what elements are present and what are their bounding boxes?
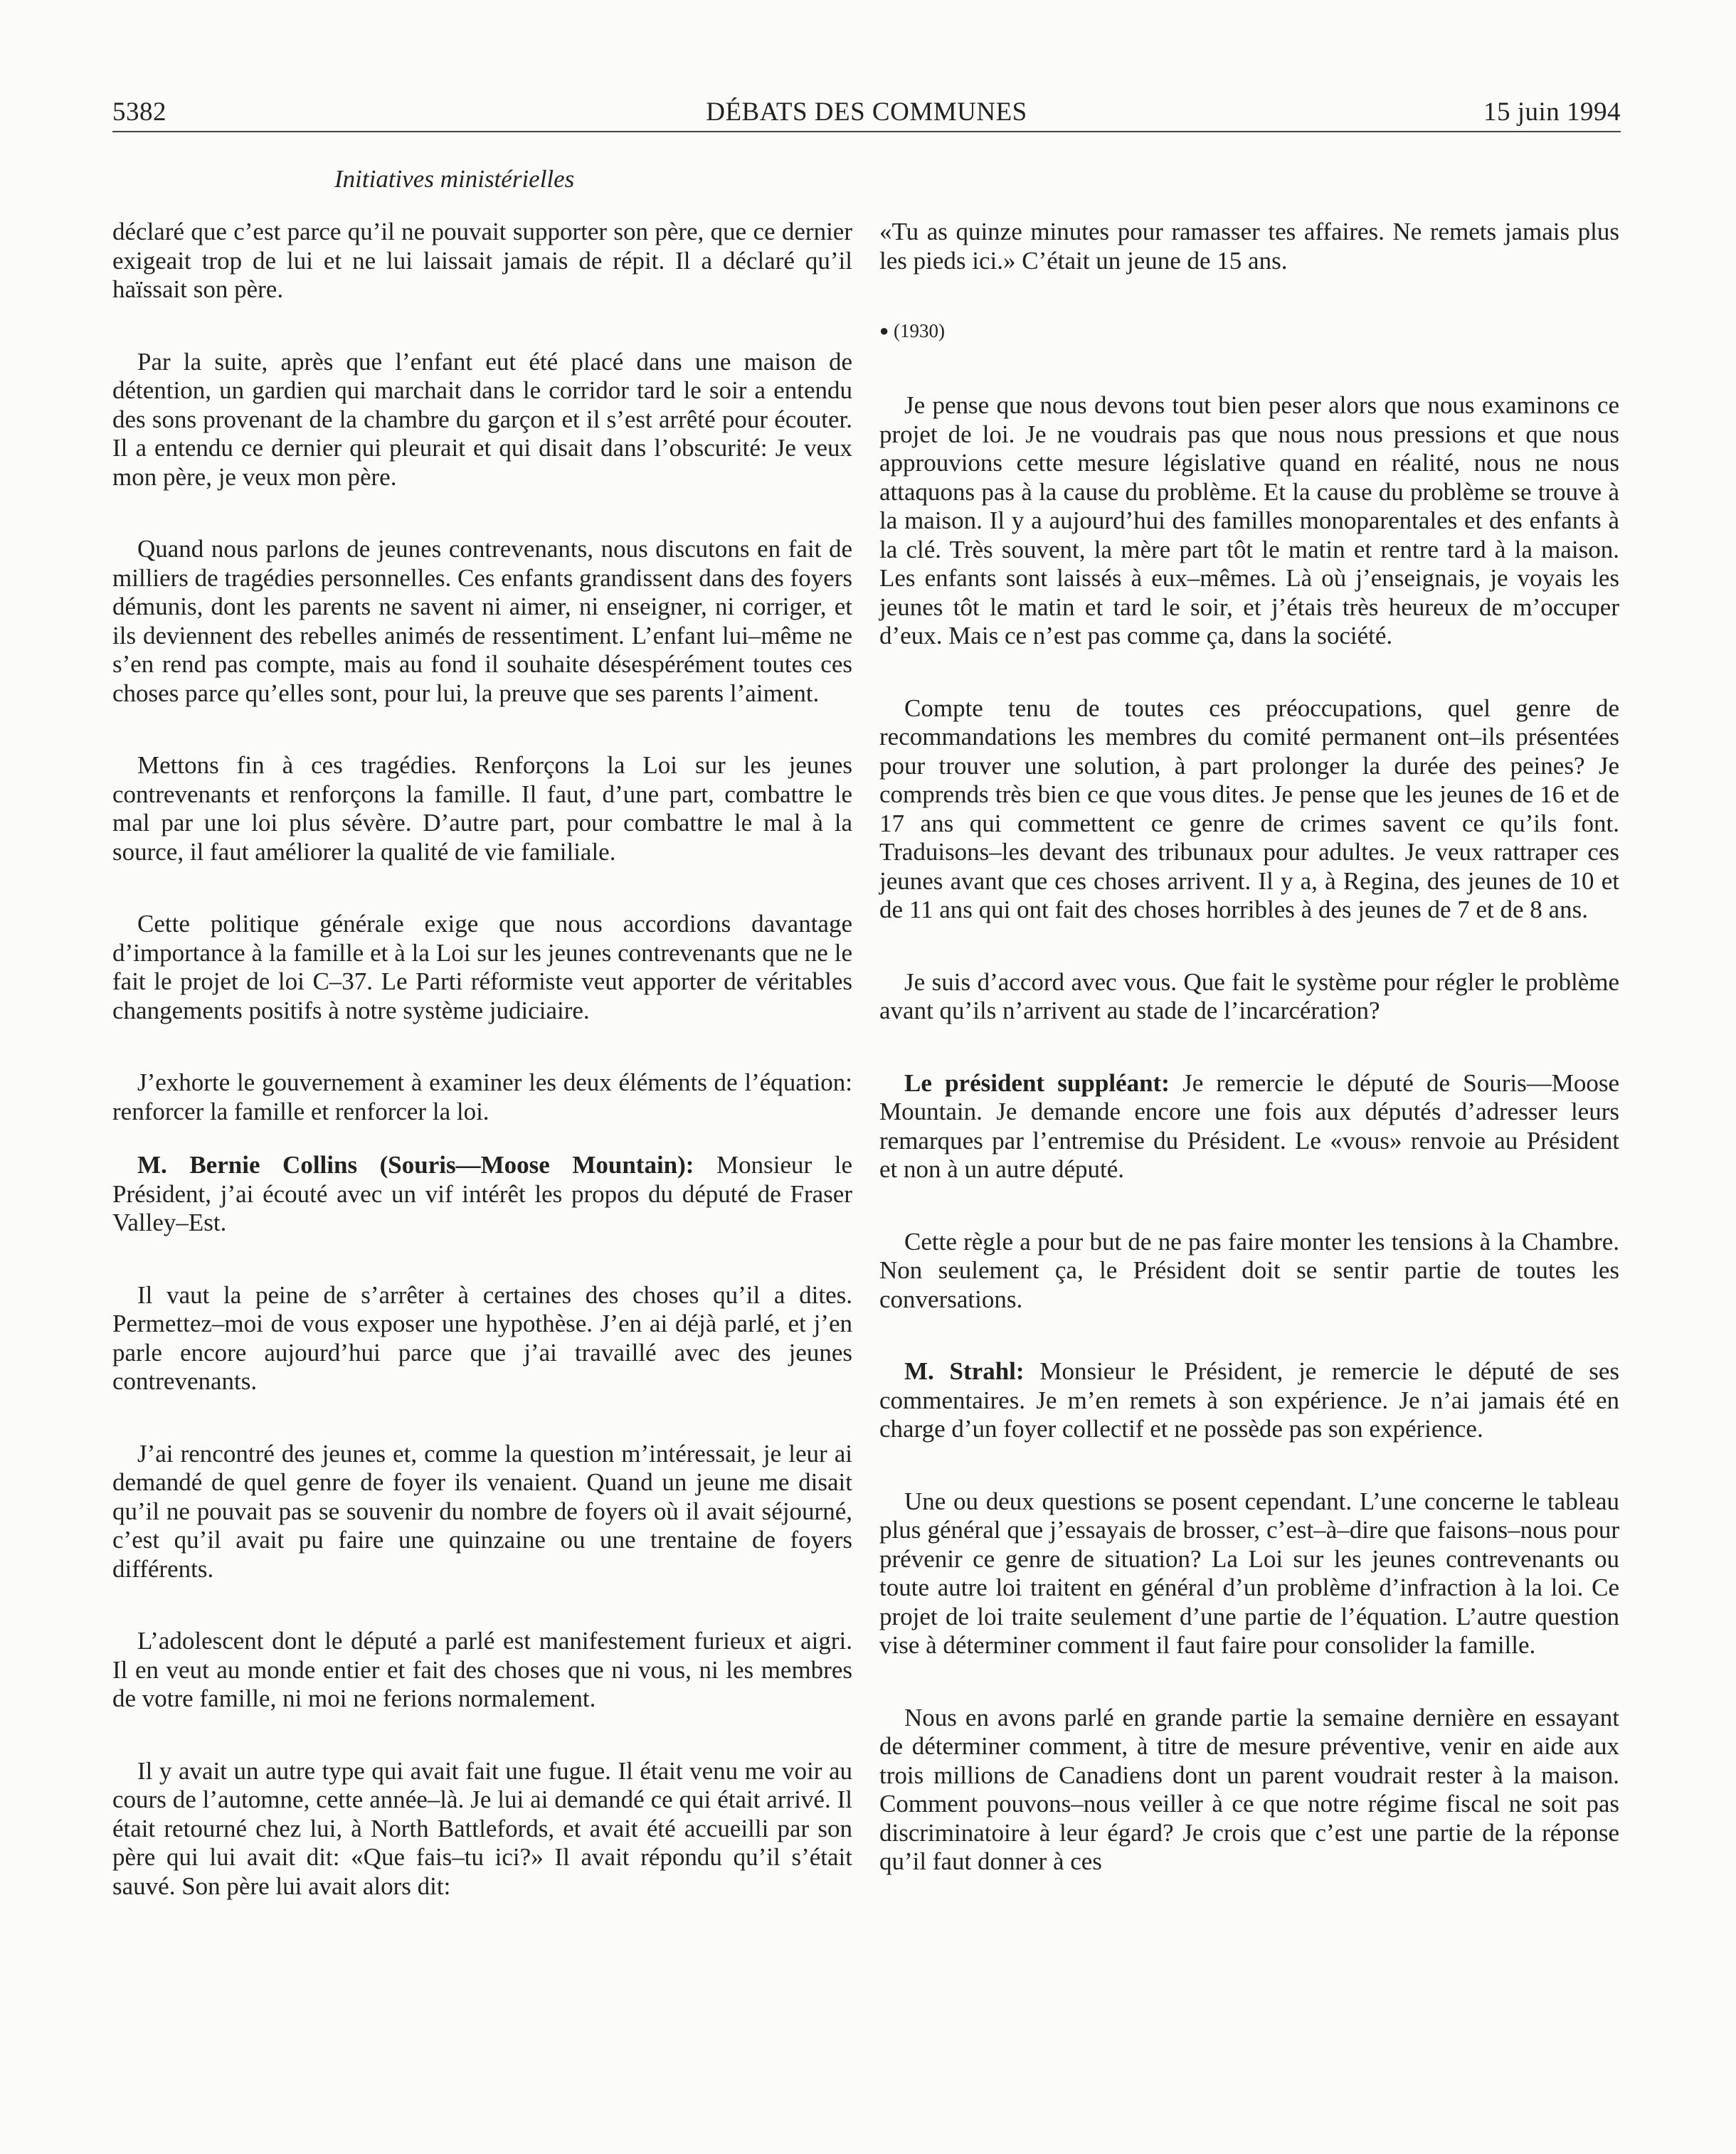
- speech-text: Monsieur le Président, j’ai écouté avec un vif intérêt les propos du député de Fraser Valley–Est.: [112, 1151, 852, 1236]
- paragraph: L’adolescent dont le député a parlé est manifestement furieux et aigri. Il en veut au monde entier et fait des choses que ni vous, ni les membres de votre famille, ni moi ne ferions normalement.: [112, 1627, 852, 1712]
- paragraph: Une ou deux questions se posent cependant. L’une concerne le tableau plus général que j’essayais de brosser, c’est–à–dire que faisons–nous pour prévenir ce genre de situation? La Loi sur les jeunes contrevenants ou toute autre loi traitent en général d’un problème d’infraction à la loi. Ce projet de loi traite seulement d’une partie de l’équation. L’autre question vise à déterminer comment il faut faire pour consolider la famille.: [879, 1487, 1619, 1659]
- paragraph: Par la suite, après que l’enfant eut été placé dans une maison de détention, un gardien qui marchait dans le corridor tard le soir a entendu des sons provenant de la chambre du garçon et il s’est arrêté pour écouter. Il a entendu ce dernier qui pleurait et qui disait dans l’obscurité: Je veux mon père, je veux mon père.: [112, 347, 852, 491]
- speaker-name: M. Bernie Collins (Souris—Moose Mountain):: [137, 1151, 694, 1179]
- paragraph: Mettons fin à ces tragédies. Renforçons la Loi sur les jeunes contrevenants et renforçons la famille. Il faut, d’une part, combattre le mal par une loi plus sévère. D’autre part, pour combattre le mal à la source, il faut améliorer la qualité de vie familiale.: [112, 751, 852, 866]
- speech-text: Monsieur le Président, je remercie le député de ses commentaires. Je m’en remets à son expérience. Je n’ai jamais été en charge d’un foyer collectif et ne possède pas son expérience.: [879, 1357, 1619, 1443]
- section-heading: Initiatives ministérielles: [334, 165, 575, 193]
- paragraph: déclaré que c’est parce qu’il ne pouvait supporter son père, que ce dernier exigeait trop de lui et ne lui laissait jamais de répit. Il a déclaré qu’il haïssait son père.: [112, 218, 852, 303]
- publication-title: DÉBATS DES COMMUNES: [706, 97, 1027, 127]
- left-column: [112, 218, 852, 1944]
- speaker-name: M. Strahl:: [904, 1357, 1025, 1385]
- page-number: 5382: [112, 97, 166, 127]
- paragraph: «Tu as quinze minutes pour ramasser tes affaires. Ne remets jamais plus les pieds ici.» C’était un jeune de 15 ans.: [879, 218, 1619, 275]
- paragraph: Quand nous parlons de jeunes contrevenants, nous discutons en fait de milliers de tragédies personnelles. Ces enfants grandissent dans des foyers démunis, dont les parents ne savent ni aimer, ni enseigner, ni corriger, et ils deviennent des rebelles animés de ressentiment. L’enfant lui–même ne s’en rend pas compte, mais au fond il souhaite désespérément toutes ces choses parce qu’elles sont, pour lui, la preuve que ses parents l’aiment.: [112, 535, 853, 707]
- bullet-icon: ●: [879, 322, 889, 339]
- paragraph: Il y avait un autre type qui avait fait une fugue. Il était venu me voir au cours de l’automne, cette année–là. Je lui ai demandé ce qui était arrivé. Il était retourné chez lui, à North Battlefords, et avait été accueilli par son père qui lui avait dit: «Que fais–tu ici?» Il avait répondu qu’il s’était sauvé. Son père lui avait alors dit:: [112, 1756, 852, 1900]
- speaker-paragraph: [879, 1069, 1619, 1184]
- issue-date: 15 juin 1994: [1483, 97, 1621, 127]
- right-column: [879, 218, 1619, 1920]
- paragraph: Compte tenu de toutes ces préoccupations, quel genre de recommandations les membres du comité permanent ont–ils présentées pour trouver une solution, à part prolonger la durée des peines? Je comprends très bien ce que vous dites. Je pense que les jeunes de 16 et de 17 ans qui commettent ce genre de crimes savent ce qu’ils font. Traduisons–les devant des tribunaux pour adultes. Je veux rattraper ces jeunes avant que ces choses arrivent. Il y a, à Regina, des jeunes de 10 et de 11 ans qui ont fait des choses horribles à des jeunes de 7 et de 8 ans.: [879, 694, 1619, 923]
- page-header: [112, 91, 1621, 132]
- speaker-name: Le président suppléant:: [904, 1068, 1170, 1097]
- paragraph: J’ai rencontré des jeunes et, comme la question m’intéressait, je leur ai demandé de quel genre de foyer ils venaient. Quand un jeune me disait qu’il ne pouvait pas se souvenir du nombre de foyers où il avait séjourné, c’est qu’il avait pu faire une quinzaine ou une trentaine de foyers différents.: [112, 1439, 852, 1583]
- speech-text: Je remercie le député de Souris—Moose Mountain. Je demande encore une fois aux députés d’adresser leurs remarques par l’entremise du Président. Le «vous» renvoie au Président et non à un autre député.: [879, 1068, 1619, 1183]
- time-marker: [879, 319, 1619, 343]
- speaker-paragraph: [112, 1151, 852, 1238]
- paragraph: Nous en avons parlé en grande partie la semaine dernière en essayant de déterminer comment, à titre de mesure préventive, venir en aide aux trois millions de Canadiens dont un parent voudrait rester à la maison. Comment pouvons–nous veiller à ce que notre régime fiscal ne soit pas discriminatoire à leur égard? Je crois que c’est une partie de la réponse qu’il faut donner à ces: [879, 1703, 1619, 1875]
- paragraph: Cette règle a pour but de ne pas faire monter les tensions à la Chambre. Non seulement ça, le Président doit se sentir partie de toutes les conversations.: [879, 1227, 1619, 1313]
- paragraph: Je pense que nous devons tout bien peser alors que nous examinons ce projet de loi. Je ne voudrais pas que nous nous pressions et que nous approuvions cette mesure législative quand en réalité, nous ne nous attaquons pas à la cause du problème. Et la cause du problème se trouve à la maison. Il y a aujourd’hui des familles monoparentales et des enfants à la clé. Très souvent, la mère part tôt le matin et rentre tard à la maison. Les enfants sont laissés à eux–mêmes. Là où j’enseignais, je voyais les jeunes tôt le matin et tard le soir, et j’étais très heureux de m’occuper d’eux. Mais ce n’est pas comme ça, dans la société.: [879, 391, 1619, 649]
- paragraph: J’exhorte le gouvernement à examiner les deux éléments de l’équation: renforcer la famille et renforcer la loi.: [112, 1068, 852, 1125]
- paragraph: Je suis d’accord avec vous. Que fait le système pour régler le problème avant qu’ils n’arrivent au stade de l’incarcération?: [879, 967, 1619, 1024]
- speaker-paragraph: [879, 1357, 1619, 1444]
- paragraph: Cette politique générale exige que nous accordions davantage d’importance à la famille et à la Loi sur les jeunes contrevenants que ne le fait le projet de loi C–37. Le Parti réformiste veut apporter de véritables changements positifs à notre système judiciaire.: [112, 910, 852, 1024]
- time-stamp: (1930): [894, 320, 946, 341]
- paragraph: Il vaut la peine de s’arrêter à certaines des choses qu’il a dites. Permettez–moi de vous exposer une hypothèse. J’en ai déjà parlé, et j’en parle encore aujourd’hui parce que j’ai travaillé avec des jeunes contrevenants.: [112, 1280, 852, 1395]
